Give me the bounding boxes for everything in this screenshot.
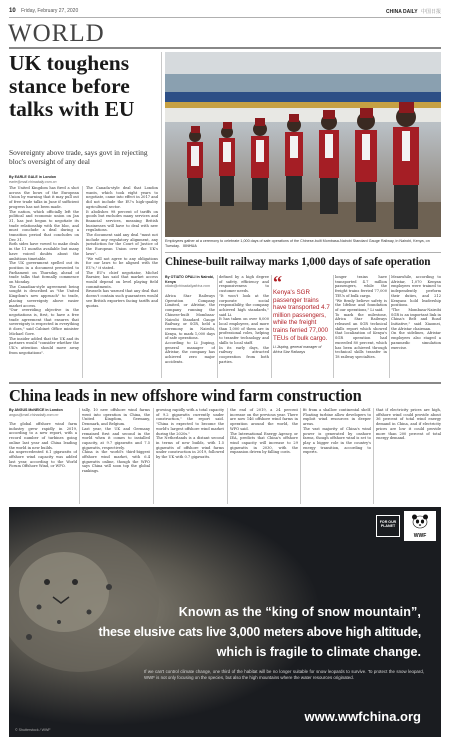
wind-body-col6: that if electricity prices are high, offshore wind could provide about 36 percent of total wind energy demand in China, and if electricity prices are low it could provide more than 200 percent of total energy demand. <box>376 408 441 441</box>
section-rule <box>9 47 441 49</box>
wind-byline-name: By ANGUS McNEICE in London <box>9 408 63 412</box>
wwf-logo-text: WWF <box>413 533 427 539</box>
railway-pull-quote <box>273 272 331 378</box>
railway-body-col2: defined by a high degree of safety, efficiency and responsiveness to customer needs. "It won't look at the corporate social responsibility, the company achieved high standards," said Li. It has taken on over 8,000 local employees, and more than 1,000 of them are in professional roles, helping to transfer technology and skills to local staff. In its early days, the railway attracted cooperation from both parties. <box>219 275 269 364</box>
column-divider-2 <box>161 52 162 378</box>
uk-body-col1: The United Kingdom has fired a shot across the bows of the European Union by warning that it may pull out of free trade talks in June if sufficient progress has not been made. The nation, which officially left the political and economic union on Jan 31, has just begun to negotiate its trade relationship with the bloc, and must conclude a deal during a transition period that concludes on Dec 31. Both sides have vowed to make deals in the 11 months available but many have voiced doubts about the ambitious timetable. The UK government spelled out its position in a document presented to Parliament on Thursday, ahead of trade talks that formally commence on Monday. The Canadian-style agreement being sought is described as "the United Kingdom's new approach" to trade, placing sovereignty above easier market access. "Our overriding objective in the negotiations is, first, to have a free trade agreement that ensures that sovereignty is respected in everything it does," said Cabinet Office minister Michael Gove. The insider added that the UK and its partners would "consider whether the UK's attention should move away from negotiations". <box>9 186 79 355</box>
column-divider-4 <box>271 275 272 378</box>
ad-credit: © Shutterstock / WWF <box>15 728 51 732</box>
panda-icon <box>411 513 429 529</box>
wwf-logo <box>404 511 436 541</box>
column-divider-9 <box>227 408 228 504</box>
railway-byline <box>165 275 215 289</box>
railway-photo <box>165 52 441 237</box>
page-date: Friday, February 27, 2020 <box>21 8 79 14</box>
uk-byline <box>9 175 79 184</box>
uk-byline-name: By EARLE GALE in London <box>9 175 57 179</box>
railway-caption-text: Employees gather at a ceremony to celebrate 1,000 days of safe operations of the Chinese-built Mombasa-Nairobi Standard Gauge Railway, in Nairobi, Kenya, on Tuesday. <box>165 239 430 248</box>
quote-mark-icon: “ <box>273 272 282 292</box>
uk-deck: Sovereignty above trade, says govt in rejecting bloc's oversight of any deal <box>9 148 148 166</box>
wind-headline: China leads in new offshore wind farm construction <box>9 386 362 405</box>
wind-byline <box>9 408 77 417</box>
column-divider-10 <box>300 408 301 504</box>
ad-headline-1: Known as the “king of snow mountain”, <box>178 605 421 619</box>
railway-caption-credit: XINHUA <box>182 243 197 248</box>
railway-body-col4: Meanwhile, according to Afristar, 1,070 Kenyan employees were trained to independently perform their duties, and 212 Kenyans hold leadership positions. "The Mombasa-Nairobi SGR is an important link in China's Belt and Road Initiative," said Xiaomei, the Afristar chairman. On the sidelines, Afristar employees also staged a paramedic simulation exercise. <box>391 275 441 350</box>
story-rule <box>9 382 441 384</box>
pull-quote-attribution: Li Jiuping, general manager of Africa Star Railways <box>273 345 322 354</box>
column-divider-7 <box>79 408 80 504</box>
caption-rule <box>165 252 441 253</box>
ad-headline-3: which is fragile to climate change. <box>216 645 421 659</box>
for-our-planet-badge <box>376 515 400 537</box>
masthead <box>386 8 441 15</box>
column-divider-3 <box>217 275 218 378</box>
uk-byline-email: earle@mail.chinadaily.com.cn <box>9 179 57 184</box>
column-divider-11 <box>373 408 374 504</box>
wind-body-col2: tally, 10 new offshore wind farms went into operation in China, the United Kingdom, Germany, Denmark, and Belgium. Last year, the UK and Germany remained first and second in the world when it comes to installed capacity, at 9.7 gigawatts and 7.5 gigawatts, respectively. China is the world's third-biggest offshore wind market, with 6.4 gigawatts online, though the WFO says China will soon top the global rankings. <box>82 408 150 474</box>
railway-byline-email: otiato@chinadailyafrica.com <box>165 284 210 289</box>
ad-headline-2: these elusive cats live 3,000 meters above high altitude, <box>98 625 421 639</box>
railway-body-col1: Africa Star Railways Operation Company Limited, or Afristar, the company running the Chinese-built Mombasa-Nairobi Standard Gauge Railway, or SGR, held a ceremony in Nairobi, Kenya, to mark 1,000 days of safe operations. According to Li Jiuping, general manager of Afristar, the company has achieved zero major accidents. <box>165 294 215 364</box>
section-title: WORLD <box>8 20 105 47</box>
snow-leopard-illustration <box>9 507 441 737</box>
column-divider-6 <box>389 275 390 378</box>
column-divider-5 <box>333 275 334 378</box>
uk-headline: UK toughens stance before talks with EU <box>9 51 135 121</box>
wind-byline-email: angus@mail.chinadaily.com.cn <box>9 412 59 417</box>
ad-small-text: If we can't control climate change, one third of the habitat will be no longer suitable for snow leopards to survive. To protect the snow leopard, WWF is not only focusing on the species, but also the high mountains where the water resources originated. <box>144 669 424 680</box>
column-divider-8 <box>153 408 154 504</box>
wind-body-col1: The global offshore wind farm industry grew rapidly in 2019, according to a new report, with a record number of turbines going online last year and China leading the world in new builds. An unprecedented 6.1 gigawatts of offshore wind capacity was added last year, according to the World Forum Offshore Wind, or WFO. <box>9 422 77 469</box>
wind-body-col4: the end of 2019, a 24 percent increase on the previous year. There are now 146 offshore wind farms in operation around the world, the WFO said. The International Energy Agency, or IEA, predicts that China's offshore wind capacity will increase to 29 gigawatts in 2030, with the expansion driven by falling costs. <box>230 408 298 455</box>
pull-quote-text: Kenya's SGR passenger trains have transported 4.7 million passengers, while the freight trains ferried 77,000 TEUs of bulk cargo. <box>273 289 330 342</box>
page-number: 10 <box>9 8 16 14</box>
uk-body-col2: The Canada-style deal that London wants, which took eight years to negotiate, came into effect in 2017 and did not include the EU's high-quality agricultural sector. It abolishes 98 percent of tariffs on goods but excludes many services and financial services, meaning British businesses will have to deal with new regulations. The document said any deal "must not include any regulatory alignment, any jurisdiction for the Court of Justice of the European Union over the UK's laws". "We will not agree to any obligations for our laws to be aligned with the EU's," it stated. The EU's chief negotiator, Michel Barnier, has said that market access would depend on level playing field commitments. Brussels has warned that any deal that doesn't contain such guarantees would see British exporters facing tariffs and quotas. <box>86 186 158 308</box>
ad-url-link[interactable]: www.wwfchina.org <box>304 709 421 724</box>
wind-body-col3: growing rapidly with a total capacity of 9.2 gigawatts currently under construction," the report said. "China is expected to become the world's largest offshore wind market during the 2020s." The Netherlands is a distant second in terms of new builds, with 1.5 gigawatts of offshore wind farms under construction in 2019, followed by the UK with 0.7 gigawatts. <box>156 408 224 460</box>
railway-byline-name: By OTIATO OPALI in Nairobi, Kenya <box>165 275 215 284</box>
header-rule <box>9 17 441 18</box>
wind-body-col5: fit from a shallow continental shelf. Floating turbine allow developers to exploit wind resources in deeper areas. The vast majority of China's wind power is generated by onshore farms, though offshore wind is set to play a bigger role in the country's energy transition, according to experts. <box>303 408 371 455</box>
masthead-cn: 中国日报 <box>420 9 441 15</box>
railway-body-col3: longer trains have transported 4.7 million passengers, while the freight trains ferried 77,000 TEUs of bulk cargo. "We firmly believe safety is the lifeline and foundation of our operations," Li said. To mark the milestone, Africa Star Railways released an SGR technical skills report which showed that localization of Kenya's SGR operation had exceeded 80 percent, which has been achieved through technical skills transfer in 18 railway specialties. <box>335 275 387 359</box>
railway-headline: Chinese-built railway marks 1,000 days of safe operation <box>165 256 431 268</box>
column-divider-1 <box>82 186 83 378</box>
wwf-ad[interactable] <box>9 507 441 737</box>
railway-photo-caption <box>165 239 441 248</box>
masthead-name: CHINA DAILY <box>386 9 418 15</box>
planet-text: FOR OUR PLANET <box>379 520 397 529</box>
railway-photo-illustration <box>165 52 441 237</box>
